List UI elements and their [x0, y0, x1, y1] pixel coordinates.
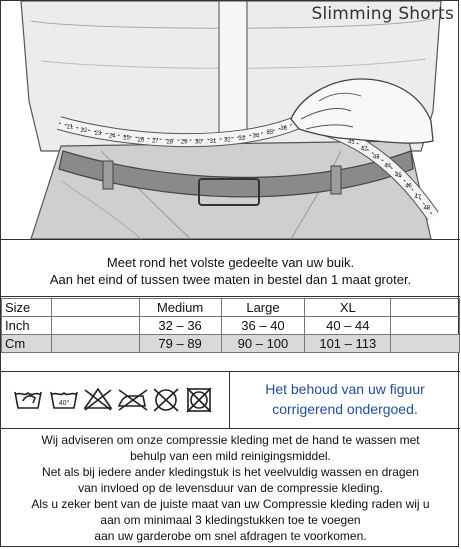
tape-number: 31	[209, 138, 217, 145]
advice-line: Net als bij iedere ander kledingstuk is het veelvuldig wassen en dragen	[42, 465, 419, 479]
advice-line: behulp van een mild reinigingsmiddel.	[130, 449, 331, 463]
measuring-illustration	[1, 1, 460, 240]
size-header-cell: Medium	[139, 299, 221, 317]
size-header-cell: Large	[221, 299, 305, 317]
advice-line: aan om minimaal 3 kledingstukken toe te voegen	[100, 513, 361, 527]
size-cell: Cm	[2, 335, 52, 353]
size-cell: 40 – 44	[305, 317, 391, 335]
size-table-row-cm	[2, 335, 460, 353]
no-tumble-dry-icon	[187, 388, 211, 412]
tape-number: 33	[238, 135, 246, 142]
size-cell: 90 – 100	[221, 335, 305, 353]
wash-temp-label: 40°	[58, 400, 70, 407]
waist-measuring-drawing	[1, 1, 460, 239]
size-header-cell: XL	[305, 299, 391, 317]
measurement-instructions	[1, 239, 460, 297]
tape-number: 27	[151, 138, 159, 145]
size-cell: 101 – 113	[305, 335, 391, 353]
size-cell	[51, 335, 139, 353]
care-symbols-strip	[11, 384, 221, 414]
no-iron-icon	[119, 390, 147, 410]
tape-number: 23	[94, 131, 102, 138]
tape-number: 41	[348, 139, 355, 146]
tape-number: 26	[137, 137, 145, 144]
size-cell	[51, 317, 139, 335]
tape-number: 47	[414, 194, 422, 201]
care-symbols	[1, 372, 230, 428]
tape-number: 25	[123, 135, 130, 142]
tape-number: 44	[384, 163, 391, 170]
tape-number: 45	[395, 173, 402, 179]
washing-advice	[1, 427, 460, 548]
instruction-line-1: Meet rond het volste gedeelte van uw buik.	[106, 255, 355, 270]
size-table	[1, 298, 460, 353]
tape-number: 34	[252, 133, 260, 140]
tape-number: 35	[266, 130, 274, 137]
hand-wash-icon	[15, 392, 41, 408]
tape-number: 43	[372, 154, 380, 161]
tape-number: 28	[166, 139, 174, 146]
size-header-cell: Size	[2, 299, 52, 317]
size-cell: 36 – 40	[221, 317, 305, 335]
tape-number: 22	[80, 128, 88, 135]
size-header-cell	[391, 299, 460, 317]
size-cell: 79 – 89	[139, 335, 221, 353]
tape-number: 32	[223, 137, 231, 144]
care-slogan	[230, 372, 460, 428]
tape-number: 42	[360, 146, 368, 153]
section-spacer	[1, 355, 460, 371]
advice-line: aan uw garderobe om snel afdragen te voorkomen.	[94, 529, 367, 543]
size-cell	[391, 335, 460, 353]
tape-number: 29	[180, 139, 188, 146]
advice-line: Als u zeker bent van de juiste maat van uw Compressie kleding raden wij u	[31, 497, 430, 511]
advice-line: van invloed op de levensduur van de compressie kleding.	[78, 481, 383, 495]
size-cell: Inch	[2, 317, 52, 335]
size-table-row-inch	[2, 317, 460, 335]
tape-number: 21	[66, 124, 74, 131]
size-header-cell	[51, 299, 139, 317]
no-dry-clean-icon	[154, 389, 178, 411]
care-slogan-line-2: corrigerend ondergoed.	[272, 401, 418, 417]
tape-number: 30	[195, 139, 202, 146]
size-cell	[391, 317, 460, 335]
size-cell: 32 – 36	[139, 317, 221, 335]
tape-number: 24	[108, 133, 116, 140]
size-table-header-row	[2, 299, 460, 317]
advice-line: Wij adviseren om onze compressie kleding met de hand te wassen met	[41, 433, 420, 447]
product-title: Slimming Shorts	[311, 4, 454, 24]
instruction-line-2: Aan het eind of tussen twee maten in bestel dan 1 maat groter.	[49, 272, 412, 287]
no-bleach-icon	[85, 389, 111, 410]
care-section	[1, 371, 460, 429]
tape-number: 36	[280, 125, 288, 132]
care-slogan-line-1: Het behoud van uw figuur	[265, 381, 425, 397]
tape-number: 46	[405, 183, 412, 190]
tape-number: 48	[423, 205, 431, 212]
